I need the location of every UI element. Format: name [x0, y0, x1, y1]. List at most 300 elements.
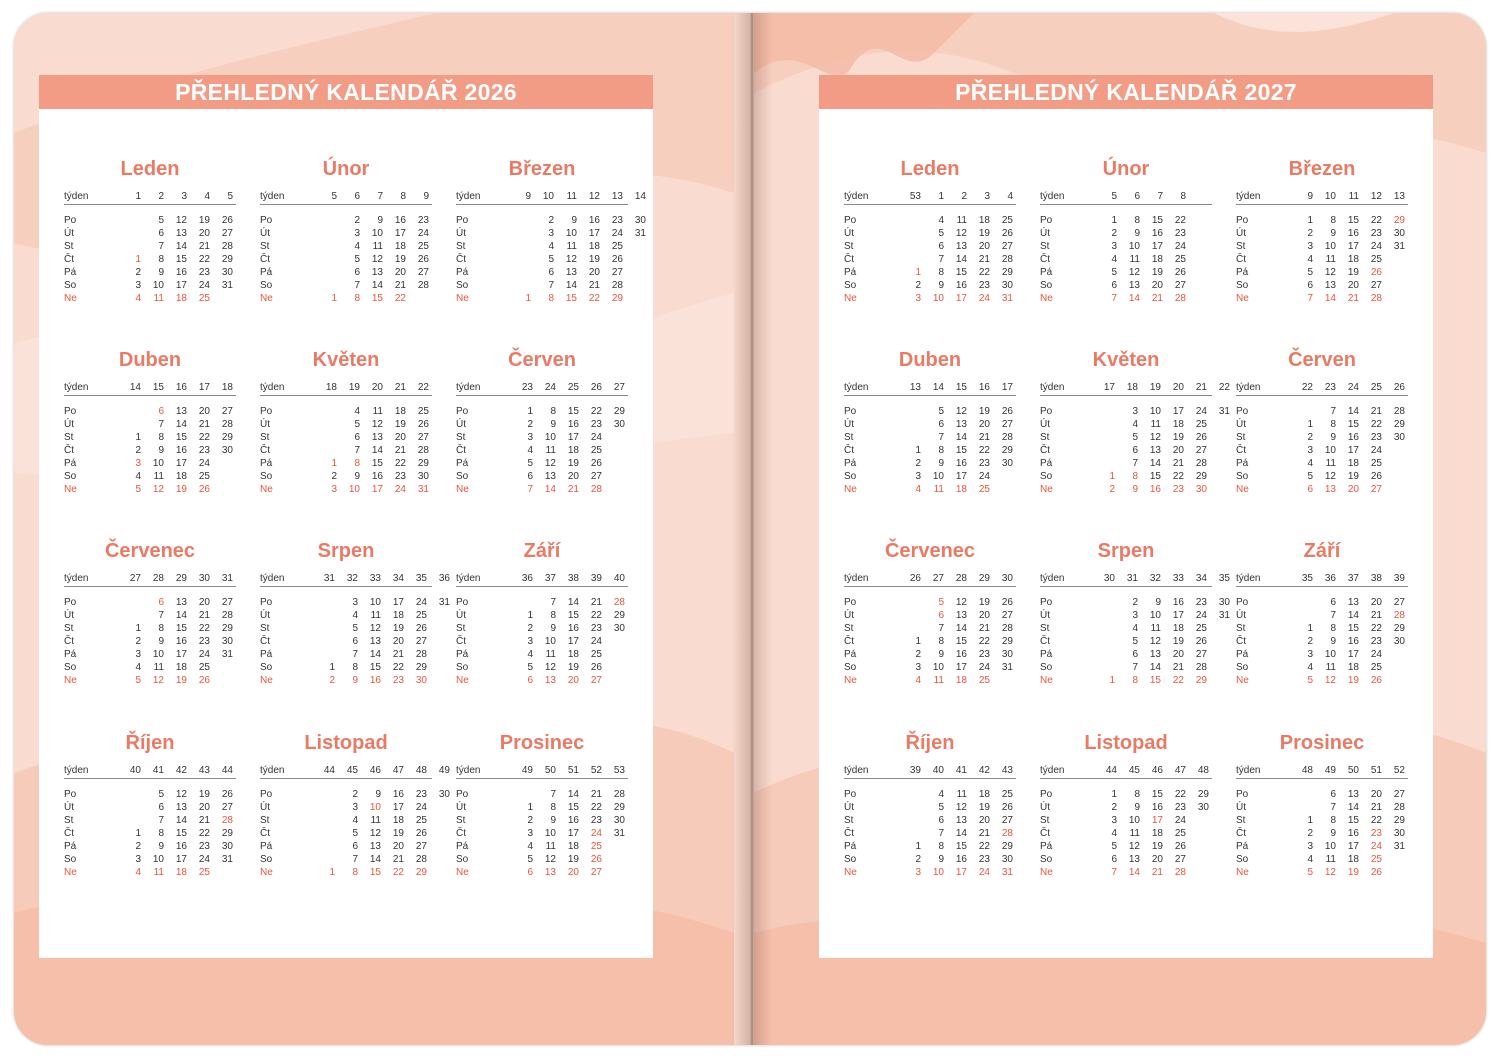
- week-number: 23: [521, 382, 533, 393]
- day-label: Pá: [260, 649, 273, 660]
- week-number: 47: [1174, 765, 1186, 776]
- date-cell: 19: [978, 228, 990, 239]
- week-number: 42: [978, 765, 990, 776]
- day-row: [260, 840, 432, 853]
- date-cell: 11: [566, 241, 577, 252]
- date-cell: 20: [1370, 789, 1382, 800]
- days-table: [64, 214, 236, 305]
- date-cell: 29: [611, 293, 623, 304]
- day-label: Čt: [260, 828, 270, 839]
- date-cell: 23: [1370, 432, 1382, 443]
- week-header: [844, 573, 1016, 587]
- day-label: Čt: [64, 254, 74, 265]
- day-row: [260, 457, 432, 470]
- day-label: So: [1040, 471, 1053, 482]
- date-cell: 20: [394, 432, 406, 443]
- date-cell: 19: [567, 662, 579, 673]
- day-label: Po: [1236, 789, 1249, 800]
- date-cell: 20: [198, 406, 210, 417]
- date-cell: 26: [415, 828, 427, 839]
- date-cell: 8: [158, 623, 164, 634]
- day-label: St: [64, 815, 74, 826]
- date-cell: 15: [955, 841, 967, 852]
- week-number: 32: [346, 573, 358, 584]
- day-label: Po: [1236, 406, 1249, 417]
- date-cell: 14: [955, 432, 967, 443]
- date-cell: 8: [938, 841, 944, 852]
- date-cell: 29: [1001, 267, 1013, 278]
- date-cell: 27: [417, 432, 429, 443]
- date-cell: 31: [1001, 293, 1013, 304]
- date-cell: 15: [955, 636, 967, 647]
- date-cell: 13: [1347, 789, 1359, 800]
- date-cell: 6: [548, 267, 554, 278]
- date-cell: 6: [527, 867, 533, 878]
- date-cell: 7: [1307, 293, 1313, 304]
- date-cell: 10: [565, 228, 577, 239]
- date-cell: 21: [198, 815, 210, 826]
- date-cell: 12: [1324, 267, 1336, 278]
- date-cell: 4: [1111, 828, 1117, 839]
- day-label: Čt: [260, 254, 270, 265]
- day-row: [1236, 266, 1408, 279]
- week-number: 30: [1001, 573, 1013, 584]
- day-row: [64, 866, 236, 879]
- week-number: 15: [955, 382, 967, 393]
- week-label: týden: [1040, 765, 1065, 776]
- day-row: [844, 483, 1016, 496]
- month-name: Listopad: [304, 732, 388, 754]
- day-row: [1040, 227, 1212, 240]
- date-cell: 19: [567, 458, 579, 469]
- day-label: St: [1236, 815, 1246, 826]
- date-cell: 3: [135, 649, 141, 660]
- day-label: Pá: [1040, 649, 1053, 660]
- day-label: So: [260, 280, 273, 291]
- date-cell: 5: [527, 854, 533, 865]
- date-cell: 25: [1174, 254, 1186, 265]
- date-cell: 11: [153, 662, 164, 673]
- date-cell: 26: [1001, 228, 1013, 239]
- week-label: týden: [844, 382, 869, 393]
- date-cell: 25: [978, 484, 990, 495]
- date-cell: 3: [1111, 815, 1117, 826]
- date-cell: 10: [1149, 610, 1161, 621]
- day-row: [1236, 405, 1408, 418]
- date-cell: 19: [1347, 471, 1359, 482]
- day-label: St: [64, 241, 74, 252]
- month-block: [456, 732, 628, 879]
- date-cell: 2: [354, 215, 360, 226]
- month-block: [1040, 540, 1230, 687]
- month-block: [64, 349, 236, 496]
- date-cell: 15: [1149, 471, 1161, 482]
- week-number: 38: [1370, 573, 1382, 584]
- week-number: 18: [1126, 382, 1138, 393]
- date-cell: 4: [352, 815, 358, 826]
- date-cell: 17: [567, 828, 579, 839]
- month-name: Únor: [322, 158, 370, 180]
- date-cell: 27: [221, 597, 233, 608]
- week-label: týden: [456, 765, 481, 776]
- week-number: 9: [1307, 191, 1313, 202]
- date-cell: 4: [354, 241, 360, 252]
- day-row: [456, 292, 628, 305]
- date-cell: 13: [175, 802, 187, 813]
- date-cell: 30: [1001, 649, 1013, 660]
- date-cell: 2: [135, 445, 141, 456]
- date-cell: 11: [1129, 828, 1140, 839]
- week-number: 24: [544, 382, 556, 393]
- day-label: St: [456, 815, 466, 826]
- date-cell: 24: [978, 471, 990, 482]
- week-number: 35: [1301, 573, 1313, 584]
- date-cell: 23: [392, 675, 404, 686]
- week-label: týden: [64, 765, 89, 776]
- day-row: [456, 661, 628, 674]
- date-cell: 7: [1330, 406, 1336, 417]
- date-cell: 13: [1324, 484, 1336, 495]
- date-cell: 26: [1195, 432, 1207, 443]
- date-cell: 17: [955, 293, 967, 304]
- day-row: [844, 788, 1016, 801]
- date-cell: 30: [1001, 458, 1013, 469]
- date-cell: 27: [221, 802, 233, 813]
- date-cell: 31: [221, 854, 233, 865]
- date-cell: 14: [1347, 610, 1359, 621]
- date-cell: 4: [527, 649, 533, 660]
- date-cell: 31: [634, 228, 646, 239]
- date-cell: 11: [372, 241, 383, 252]
- date-cell: 23: [590, 815, 602, 826]
- date-cell: 22: [392, 867, 404, 878]
- date-cell: 16: [567, 815, 579, 826]
- date-cell: 24: [590, 828, 602, 839]
- day-row: [64, 788, 236, 801]
- date-cell: 18: [978, 789, 990, 800]
- date-cell: 5: [354, 419, 360, 430]
- date-cell: 28: [221, 419, 233, 430]
- day-label: So: [260, 662, 273, 673]
- date-cell: 28: [417, 280, 429, 291]
- date-cell: 17: [1172, 406, 1184, 417]
- day-row: [1236, 227, 1408, 240]
- day-row: [456, 483, 628, 496]
- day-label: Pá: [844, 841, 857, 852]
- date-cell: 17: [1151, 815, 1163, 826]
- day-row: [260, 801, 432, 814]
- week-number: 37: [544, 573, 556, 584]
- month-block: [456, 349, 628, 496]
- date-cell: 22: [1172, 471, 1184, 482]
- days-table: [1236, 214, 1408, 305]
- days-table: [456, 788, 628, 879]
- date-cell: 13: [1149, 445, 1161, 456]
- date-cell: 6: [158, 597, 164, 608]
- date-cell: 6: [1132, 445, 1138, 456]
- date-cell: 31: [1001, 867, 1013, 878]
- date-cell: 28: [221, 815, 233, 826]
- date-cell: 1: [329, 867, 335, 878]
- date-cell: 19: [1172, 636, 1184, 647]
- date-cell: 29: [221, 432, 233, 443]
- day-row: [64, 292, 236, 305]
- date-cell: 12: [955, 802, 967, 813]
- date-cell: 5: [158, 789, 164, 800]
- week-number: 30: [1103, 573, 1115, 584]
- day-row: [456, 596, 628, 609]
- date-cell: 25: [1370, 458, 1382, 469]
- date-cell: 15: [175, 623, 187, 634]
- date-cell: 29: [221, 254, 233, 265]
- date-cell: 9: [1155, 597, 1161, 608]
- date-cell: 8: [550, 610, 556, 621]
- day-row: [456, 431, 628, 444]
- day-label: Po: [456, 597, 469, 608]
- week-number: 48: [1197, 765, 1209, 776]
- month-block: [260, 732, 450, 879]
- date-cell: 5: [354, 254, 360, 265]
- day-row: [64, 674, 236, 687]
- day-label: Pá: [844, 267, 857, 278]
- day-label: Pá: [260, 267, 273, 278]
- date-cell: 29: [1001, 636, 1013, 647]
- day-label: St: [260, 241, 270, 252]
- day-label: Po: [844, 789, 857, 800]
- date-cell: 15: [1151, 215, 1163, 226]
- date-cell: 28: [590, 484, 602, 495]
- day-row: [64, 840, 236, 853]
- date-cell: 5: [527, 458, 533, 469]
- date-cell: 26: [1195, 636, 1207, 647]
- date-cell: 28: [1370, 293, 1382, 304]
- day-label: Po: [64, 406, 77, 417]
- date-cell: 23: [1370, 228, 1382, 239]
- day-label: St: [844, 623, 854, 634]
- date-cell: 3: [527, 432, 533, 443]
- day-row: [1236, 635, 1408, 648]
- date-cell: 18: [175, 867, 187, 878]
- week-label: týden: [1040, 382, 1065, 393]
- date-cell: 8: [158, 254, 164, 265]
- date-cell: 3: [352, 802, 358, 813]
- day-label: Čt: [844, 254, 854, 265]
- date-cell: 21: [198, 419, 210, 430]
- date-cell: 1: [1307, 419, 1313, 430]
- date-cell: 1: [527, 802, 533, 813]
- day-label: So: [1236, 471, 1249, 482]
- date-cell: 16: [392, 789, 404, 800]
- date-cell: 16: [1347, 432, 1359, 443]
- week-header: [844, 382, 1016, 396]
- date-cell: 21: [394, 445, 406, 456]
- date-cell: 11: [370, 610, 381, 621]
- day-label: So: [456, 280, 469, 291]
- date-cell: 26: [1001, 802, 1013, 813]
- date-cell: 23: [611, 215, 623, 226]
- date-cell: 25: [415, 610, 427, 621]
- date-cell: 1: [135, 254, 141, 265]
- date-cell: 9: [1132, 484, 1138, 495]
- date-cell: 27: [1370, 280, 1382, 291]
- date-cell: 15: [955, 267, 967, 278]
- date-cell: 25: [590, 445, 602, 456]
- week-header: [64, 573, 236, 587]
- date-cell: 21: [198, 610, 210, 621]
- date-cell: 2: [1307, 636, 1313, 647]
- date-cell: 22: [978, 267, 990, 278]
- date-cell: 4: [938, 789, 944, 800]
- day-label: Út: [260, 610, 270, 621]
- week-number: 43: [1001, 765, 1013, 776]
- date-cell: 1: [331, 458, 337, 469]
- date-cell: 27: [221, 406, 233, 417]
- day-row: [456, 405, 628, 418]
- week-number: 49: [1324, 765, 1336, 776]
- date-cell: 23: [394, 471, 406, 482]
- date-cell: 10: [932, 662, 944, 673]
- date-cell: 6: [527, 675, 533, 686]
- week-number: 35: [415, 573, 427, 584]
- week-header: [1040, 765, 1212, 779]
- week-number: 23: [1324, 382, 1336, 393]
- date-cell: 14: [369, 649, 381, 660]
- date-cell: 24: [1174, 241, 1186, 252]
- date-cell: 29: [1393, 215, 1405, 226]
- day-label: Pá: [1040, 841, 1053, 852]
- date-cell: 1: [1111, 789, 1117, 800]
- date-cell: 19: [978, 406, 990, 417]
- date-cell: 23: [1174, 802, 1186, 813]
- week-number: 12: [1370, 191, 1382, 202]
- date-cell: 17: [1347, 841, 1359, 852]
- date-cell: 28: [613, 789, 625, 800]
- date-cell: 3: [915, 662, 921, 673]
- day-label: Po: [456, 215, 469, 226]
- date-cell: 12: [369, 623, 381, 634]
- date-cell: 12: [1324, 867, 1336, 878]
- week-label: týden: [1236, 573, 1261, 584]
- date-cell: 8: [354, 293, 360, 304]
- week-number: 6: [354, 191, 360, 202]
- day-label: Po: [64, 597, 77, 608]
- day-row: [1236, 240, 1408, 253]
- month-name: Únor: [1102, 158, 1150, 180]
- day-label: Ne: [1040, 484, 1053, 495]
- days-table: [260, 788, 450, 879]
- date-cell: 9: [377, 215, 383, 226]
- date-cell: 22: [590, 802, 602, 813]
- month-name: Červenec: [884, 540, 976, 562]
- day-label: Po: [1236, 597, 1249, 608]
- day-row: [64, 253, 236, 266]
- week-label: týden: [844, 191, 869, 202]
- date-cell: 18: [1172, 623, 1184, 634]
- date-cell: 31: [221, 280, 233, 291]
- date-cell: 21: [394, 280, 406, 291]
- date-cell: 25: [1370, 854, 1382, 865]
- date-cell: 27: [1370, 484, 1382, 495]
- date-cell: 12: [371, 254, 383, 265]
- date-cell: 14: [955, 623, 967, 634]
- date-cell: 18: [394, 241, 406, 252]
- week-number: 48: [415, 765, 427, 776]
- date-cell: 17: [371, 484, 383, 495]
- date-cell: 25: [611, 241, 623, 252]
- day-row: [1236, 253, 1408, 266]
- date-cell: 13: [955, 419, 967, 430]
- date-cell: 15: [567, 406, 579, 417]
- date-cell: 9: [550, 419, 556, 430]
- day-row: [456, 866, 628, 879]
- day-label: Po: [844, 597, 857, 608]
- date-cell: 2: [135, 267, 141, 278]
- date-cell: 11: [153, 471, 164, 482]
- day-row: [456, 279, 628, 292]
- days-table: [456, 405, 628, 496]
- date-cell: 25: [198, 471, 210, 482]
- date-cell: 20: [198, 228, 210, 239]
- date-cell: 9: [158, 841, 164, 852]
- day-label: Út: [1040, 228, 1050, 239]
- date-cell: 4: [135, 867, 141, 878]
- date-cell: 19: [1172, 432, 1184, 443]
- date-cell: 11: [1129, 254, 1140, 265]
- date-cell: 19: [394, 254, 406, 265]
- week-number: 27: [129, 573, 141, 584]
- date-cell: 22: [978, 636, 990, 647]
- date-cell: 8: [938, 636, 944, 647]
- date-cell: 28: [1393, 802, 1405, 813]
- date-cell: 17: [175, 854, 187, 865]
- week-number: 25: [567, 382, 579, 393]
- week-number: 38: [567, 573, 579, 584]
- date-cell: 16: [567, 623, 579, 634]
- day-row: [1236, 866, 1408, 879]
- week-label: týden: [64, 573, 89, 584]
- days-table: [844, 596, 1016, 687]
- date-cell: 18: [978, 215, 990, 226]
- date-cell: 15: [1347, 815, 1359, 826]
- day-row: [1236, 788, 1408, 801]
- week-number: 8: [400, 191, 406, 202]
- day-row: [1040, 674, 1212, 687]
- day-row: [64, 431, 236, 444]
- date-cell: 8: [550, 406, 556, 417]
- date-cell: 23: [198, 445, 210, 456]
- date-cell: 9: [1330, 228, 1336, 239]
- date-cell: 14: [175, 815, 187, 826]
- date-cell: 23: [978, 280, 990, 291]
- date-cell: 1: [915, 841, 921, 852]
- date-cell: 3: [548, 228, 554, 239]
- date-cell: 28: [1195, 662, 1207, 673]
- day-label: Po: [1040, 789, 1053, 800]
- day-row: [64, 622, 236, 635]
- day-row: [260, 674, 432, 687]
- date-cell: 7: [352, 649, 358, 660]
- date-cell: 13: [955, 610, 967, 621]
- day-label: Po: [844, 406, 857, 417]
- date-cell: 3: [135, 458, 141, 469]
- date-cell: 10: [1149, 406, 1161, 417]
- month-name: Říjen: [125, 732, 175, 754]
- date-cell: 1: [135, 828, 141, 839]
- week-header: [1040, 191, 1212, 205]
- week-header: [1236, 191, 1408, 205]
- month-name: Říjen: [905, 732, 955, 754]
- day-row: [456, 840, 628, 853]
